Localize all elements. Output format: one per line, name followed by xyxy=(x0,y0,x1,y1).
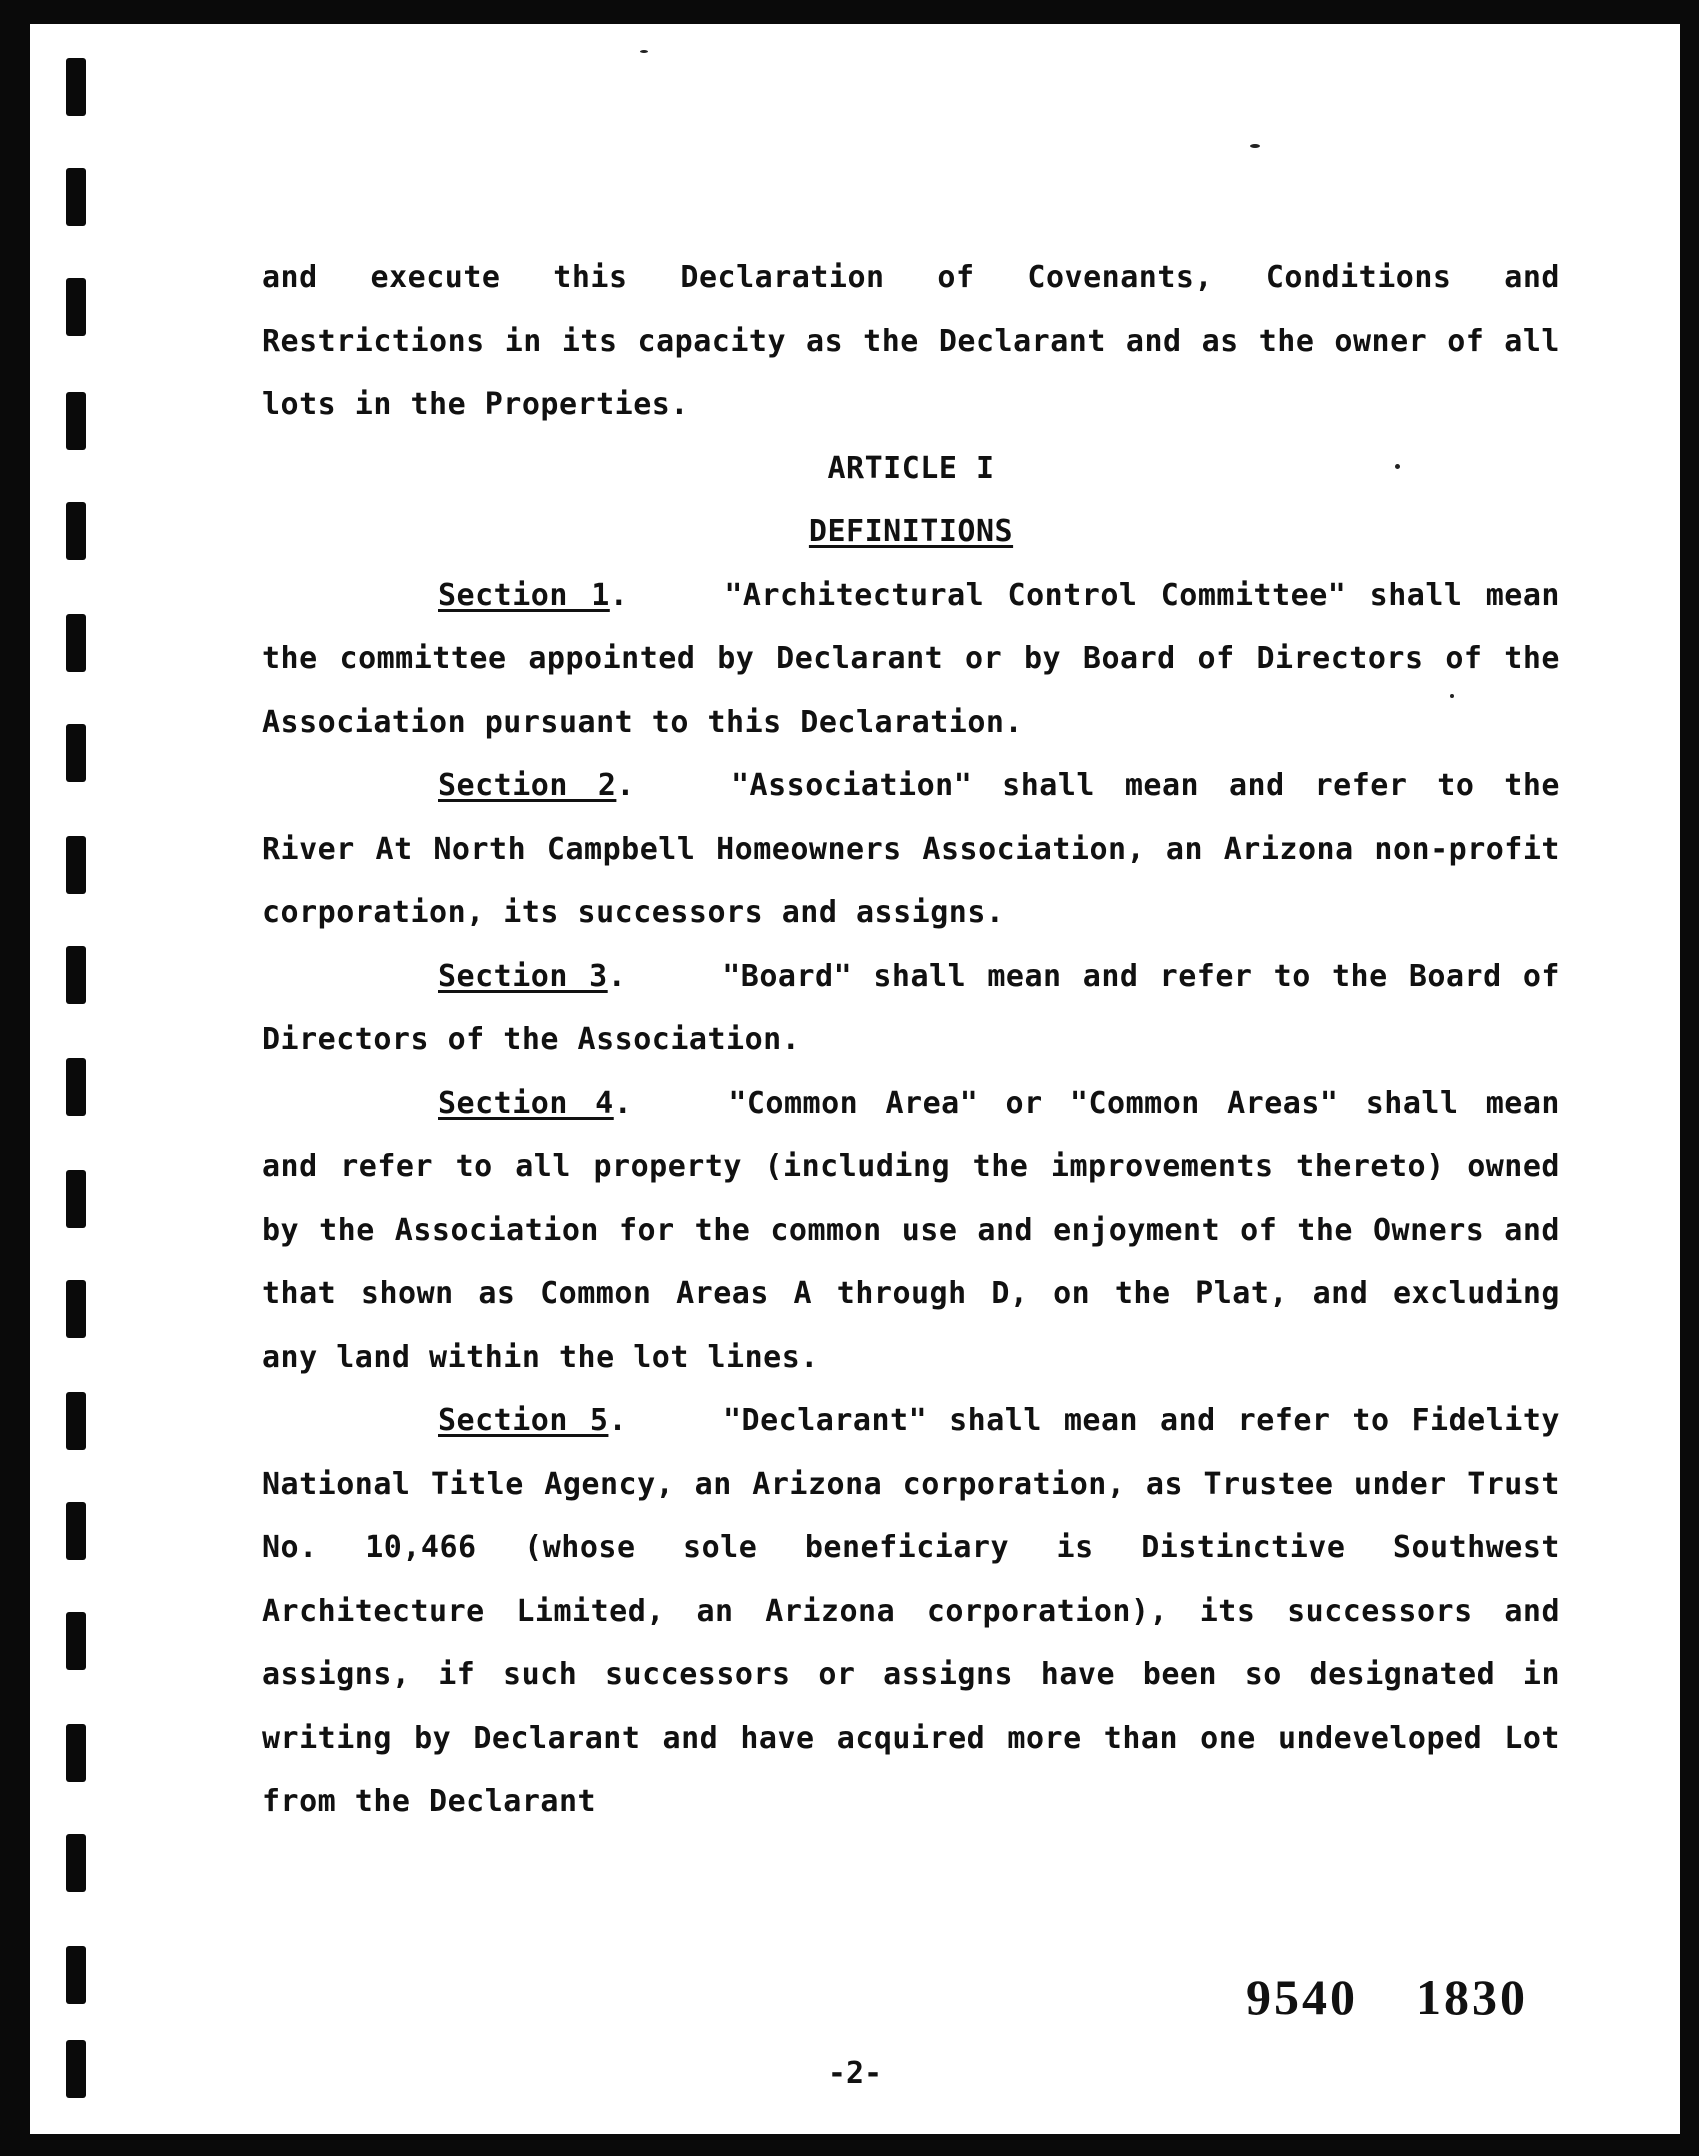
binder-hole xyxy=(66,1724,86,1782)
binder-hole xyxy=(66,278,86,336)
binder-hole xyxy=(66,168,86,226)
page-number: -2- xyxy=(827,2056,883,2091)
binder-hole xyxy=(66,724,86,782)
section-text: "Architectural Control Committee" shall mean the committee appointed by Declarant or by Board of Directors of the Association pursuant to this Declaration. xyxy=(262,577,1560,740)
section-text: "Declarant" shall mean and refer to Fidelity National Title Agency, an Arizona corporation, as Trustee under Trust No. 10,466 (whose sole beneficiary is Distinctive Southwest Architecture Limited, an Arizona corporation), its successors and assigns, if such successors or assigns have been so designated in writing by Declarant and have acquired more than one undeveloped Lot from the Declarant xyxy=(262,1403,1560,1819)
section-4: Section 4. "Common Area" or "Common Areas" shall mean and refer to all property (including the improvements thereto) owned by the Association for the common use and enjoyment of the Owners and that shown as Common Areas A through D, on the Plat, and excluding any land within the lot lines. xyxy=(262,1085,1560,1375)
article-title: DEFINITIONS xyxy=(808,514,1014,549)
recording-docket: 9540 xyxy=(1246,1969,1358,2025)
section-label: Section 3 xyxy=(438,958,608,994)
section-text: "Board" shall mean and refer to the Board of Directors of the Association. xyxy=(262,958,1560,1057)
recording-page: 1830 xyxy=(1416,1969,1528,2025)
binder-hole xyxy=(66,614,86,672)
intro-paragraph: and execute this Declaration of Covenants, Conditions and Restrictions in its capacity as the Declarant and as the owner of all lots in the Properties. xyxy=(262,260,1560,422)
document-body xyxy=(262,246,1560,1834)
section-text: "Association" shall mean and refer to the River At North Campbell Homeowners Association, an Arizona non-profit corporation, its successors and assigns. xyxy=(262,768,1560,930)
section-label: Section 1 xyxy=(438,577,610,613)
binder-hole xyxy=(66,1502,86,1560)
binder-hole xyxy=(66,1058,86,1116)
binder-hole xyxy=(66,1612,86,1670)
binder-hole xyxy=(66,1946,86,2004)
binder-hole xyxy=(66,946,86,1004)
section-label: Section 5 xyxy=(438,1403,609,1438)
section-3: Section 3. "Board" shall mean and refer to the Board of Directors of the Association. xyxy=(262,958,1560,1057)
section-1: Section 1. "Architectural Control Committee" shall mean the committee appointed by Declarant or by Board of Directors of the Association pursuant to this Declaration. xyxy=(262,577,1560,740)
section-label: Section 4 xyxy=(438,1085,614,1121)
section-text: "Common Area" or "Common Areas" shall mean and refer to all property (including the improvements thereto) owned by the Association for the common use and enjoyment of the Owners and that shown as Common Areas A through D, on the Plat, and excluding any land within the lot lines. xyxy=(262,1085,1560,1375)
binder-hole xyxy=(66,1392,86,1450)
binder-hole xyxy=(66,58,86,116)
binder-hole xyxy=(66,392,86,450)
recording-number xyxy=(1246,1968,1528,2026)
binder-hole xyxy=(66,1170,86,1228)
binder-hole xyxy=(66,836,86,894)
binder-hole xyxy=(66,502,86,560)
document-page xyxy=(30,24,1680,2134)
binder-hole xyxy=(66,1834,86,1892)
binder-hole xyxy=(66,1280,86,1338)
binder-holes xyxy=(30,24,90,2134)
section-label: Section 2 xyxy=(438,768,617,803)
section-2: Section 2. "Association" shall mean and refer to the River At North Campbell Homeowners Association, an Arizona non-profit corporation, its successors and assigns. xyxy=(262,768,1560,930)
section-5: Section 5. "Declarant" shall mean and refer to Fidelity National Title Agency, an Arizona corporation, as Trustee under Trust No. 10,466 (whose sole beneficiary is Distinctive Southwest Architecture Limited, an Arizona corporation), its successors and assigns, if such successors or assigns have been so designated in writing by Declarant and have acquired more than one undeveloped Lot from the Declarant xyxy=(262,1403,1560,1819)
article-heading: ARTICLE I xyxy=(827,450,995,486)
